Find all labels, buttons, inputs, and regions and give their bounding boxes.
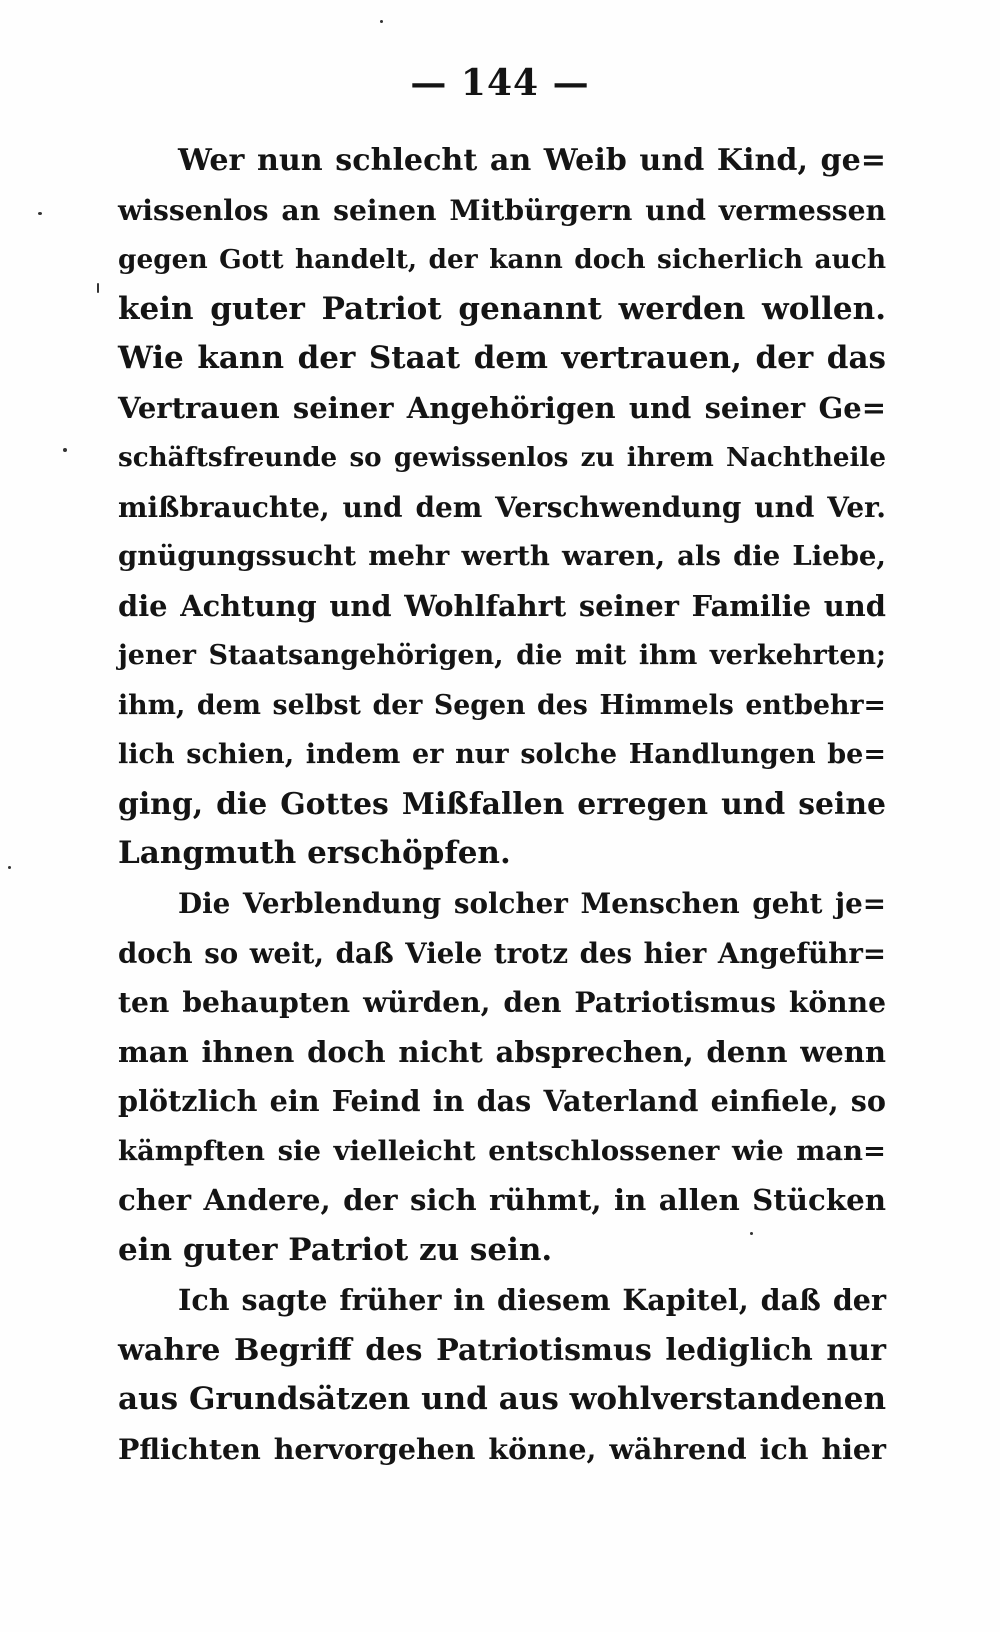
paragraph-1 <box>118 136 886 879</box>
scan-speck <box>380 20 383 23</box>
text-line: mißbrauchte, und dem Verschwendung und Ver. <box>118 490 886 524</box>
page-number: — 144 — <box>410 62 590 104</box>
text-line: man ihnen doch nicht absprechen, denn wenn <box>118 1034 886 1069</box>
text-line: cher Andere, der sich rühmt, in allen Stücken <box>118 1183 886 1217</box>
text-line: kein guter Patriot genannt werden wollen. <box>118 290 886 327</box>
text-line: ten behaupten würden, den Patriotismus könne <box>118 986 886 1019</box>
text-line: ein guter Patriot zu sein. <box>118 1231 553 1268</box>
text-line: wahre Begriff des Patriotismus lediglich nur <box>118 1332 886 1368</box>
text-line: gegen Gott handelt, der kann doch sicherlich auch <box>118 244 886 275</box>
text-line: ging, die Gottes Mißfallen erregen und seine <box>118 786 886 822</box>
scan-speck <box>63 448 67 452</box>
text-line: Die Verblendung solcher Menschen geht je= <box>178 887 886 920</box>
text-line: wissenlos an seinen Mitbürgern und vermessen <box>118 193 886 227</box>
text-line: jener Staatsangehörigen, die mit ihm verkehrten; <box>118 640 886 671</box>
text-line: Vertrauen seiner Angehörigen und seiner Ge= <box>118 390 886 425</box>
text-line: ihm, dem selbst der Segen des Himmels entbehr= <box>118 689 886 721</box>
scan-speck <box>750 1232 753 1235</box>
text-line: die Achtung und Wohlfahrt seiner Familie und <box>118 588 886 623</box>
text-line: gnügungssucht mehr werth waren, als die Liebe, <box>118 540 886 572</box>
paragraph-2 <box>118 879 886 1275</box>
text-line: Wer nun schlecht an Weib und Kind, ge= <box>178 143 886 178</box>
text-line: plötzlich ein Feind in das Vaterland einfiele, so <box>118 1084 886 1118</box>
scan-speck <box>8 866 11 869</box>
text-line: aus Grundsätzen und aus wohlverstandenen <box>118 1381 886 1417</box>
text-line: Ich sagte früher in diesem Kapitel, daß der <box>178 1283 886 1317</box>
text-line: kämpften sie vielleicht entschlossener wie man= <box>118 1134 886 1167</box>
text-line: Wie kann der Staat dem vertrauen, der das <box>118 340 886 376</box>
text-line: Pflichten hervorgehen könne, während ich hier <box>118 1431 886 1466</box>
scan-speck <box>38 212 42 215</box>
text-line: Langmuth erschöpfen. <box>118 835 511 871</box>
text-line: lich schien, indem er nur solche Handlungen be= <box>118 739 886 770</box>
text-line: doch so weit, daß Viele trotz des hier Angeführ= <box>118 936 886 970</box>
paragraph-3 <box>118 1276 886 1474</box>
scan-speck <box>97 283 99 293</box>
text-line: schäftsfreunde so gewissenlos zu ihrem Nachtheile <box>118 442 886 473</box>
